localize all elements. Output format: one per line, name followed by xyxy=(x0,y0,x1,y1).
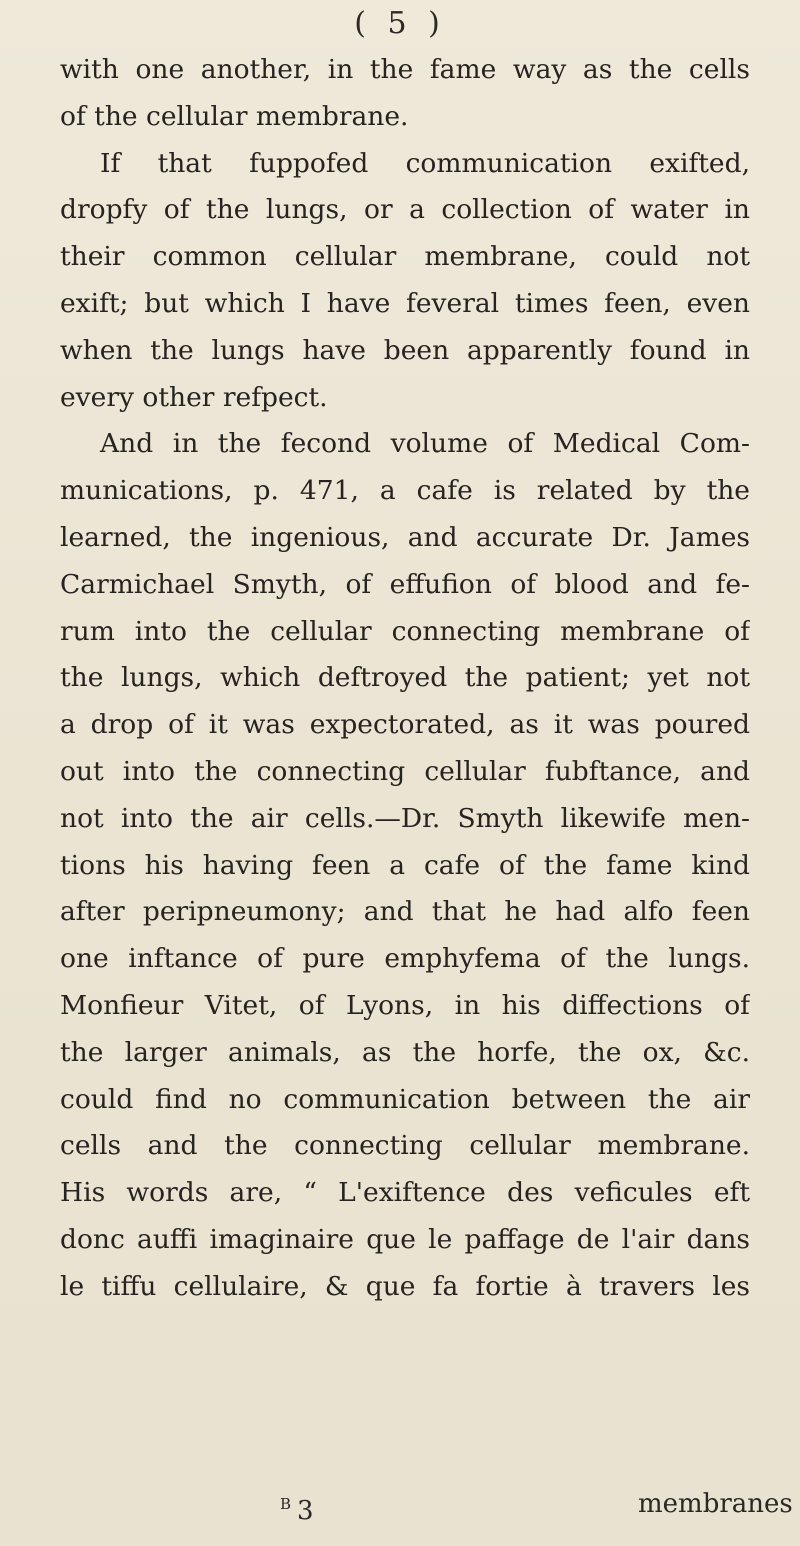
body-text xyxy=(60,47,750,1311)
text-line-12: Carmichael Smyth, of effufion of blood and fe- xyxy=(60,568,750,600)
text-line-8: every other refpect. xyxy=(60,381,328,413)
text-line-6: exift; but which I have feveral times feen, even xyxy=(60,287,750,319)
text-line-5: their common cellular membrane, could not xyxy=(60,241,750,273)
text-line-20: one inftance of pure emphyfema of the lungs. xyxy=(60,943,750,975)
text-line-19: after peripneumony; and that he had alfo feen xyxy=(60,896,750,928)
text-line-22: the larger animals, as the horfe, the ox, &c. xyxy=(60,1036,750,1068)
text-line-14: the lungs, which deftroyed the patient; yet not xyxy=(60,662,750,694)
text-line-13: rum into the cellular connecting membrane of xyxy=(60,615,750,647)
page-number: ( 5 ) xyxy=(354,6,446,41)
text-line-27: le tiffu cellulaire, & que fa fortie à travers les xyxy=(60,1270,750,1302)
text-line-16: out into the connecting cellular fubftance, and xyxy=(60,755,750,787)
text-line-23: could find no communication between the air xyxy=(60,1083,750,1115)
text-line-18: tions his having feen a cafe of the fame kind xyxy=(60,849,750,881)
text-line-21: Monfieur Vitet, of Lyons, in his diffections of xyxy=(60,989,750,1021)
text-line-26: donc auffi imaginaire que le paffage de l'air dans xyxy=(60,1223,750,1255)
signature-mark xyxy=(280,1482,314,1526)
text-line-9: And in the fecond volume of Medical Com- xyxy=(100,428,750,460)
text-line-3: If that fuppofed communication exifted, xyxy=(100,147,750,179)
text-line-10: munications, p. 471, a cafe is related by the xyxy=(60,475,750,507)
text-line-7: when the lungs have been apparently found in xyxy=(60,334,750,366)
text-line-15: a drop of it was expectorated, as it was poured xyxy=(60,709,750,741)
text-line-11: learned, the ingenious, and accurate Dr. James xyxy=(60,521,750,553)
signature-letter: B xyxy=(280,1495,292,1513)
text-line-24: cells and the connecting cellular membrane. xyxy=(60,1130,750,1162)
catchword: membranes xyxy=(638,1489,793,1519)
text-line-1: with one another, in the fame way as the cells xyxy=(60,54,750,85)
signature-number: 3 xyxy=(297,1496,314,1526)
text-line-2: of the cellular membrane. xyxy=(60,100,409,132)
text-line-4: dropfy of the lungs, or a collection of water in xyxy=(60,194,750,226)
text-line-25: His words are, “ L'exiftence des veficules eft xyxy=(60,1177,750,1209)
text-line-17: not into the air cells.—Dr. Smyth likewife men- xyxy=(60,802,750,834)
